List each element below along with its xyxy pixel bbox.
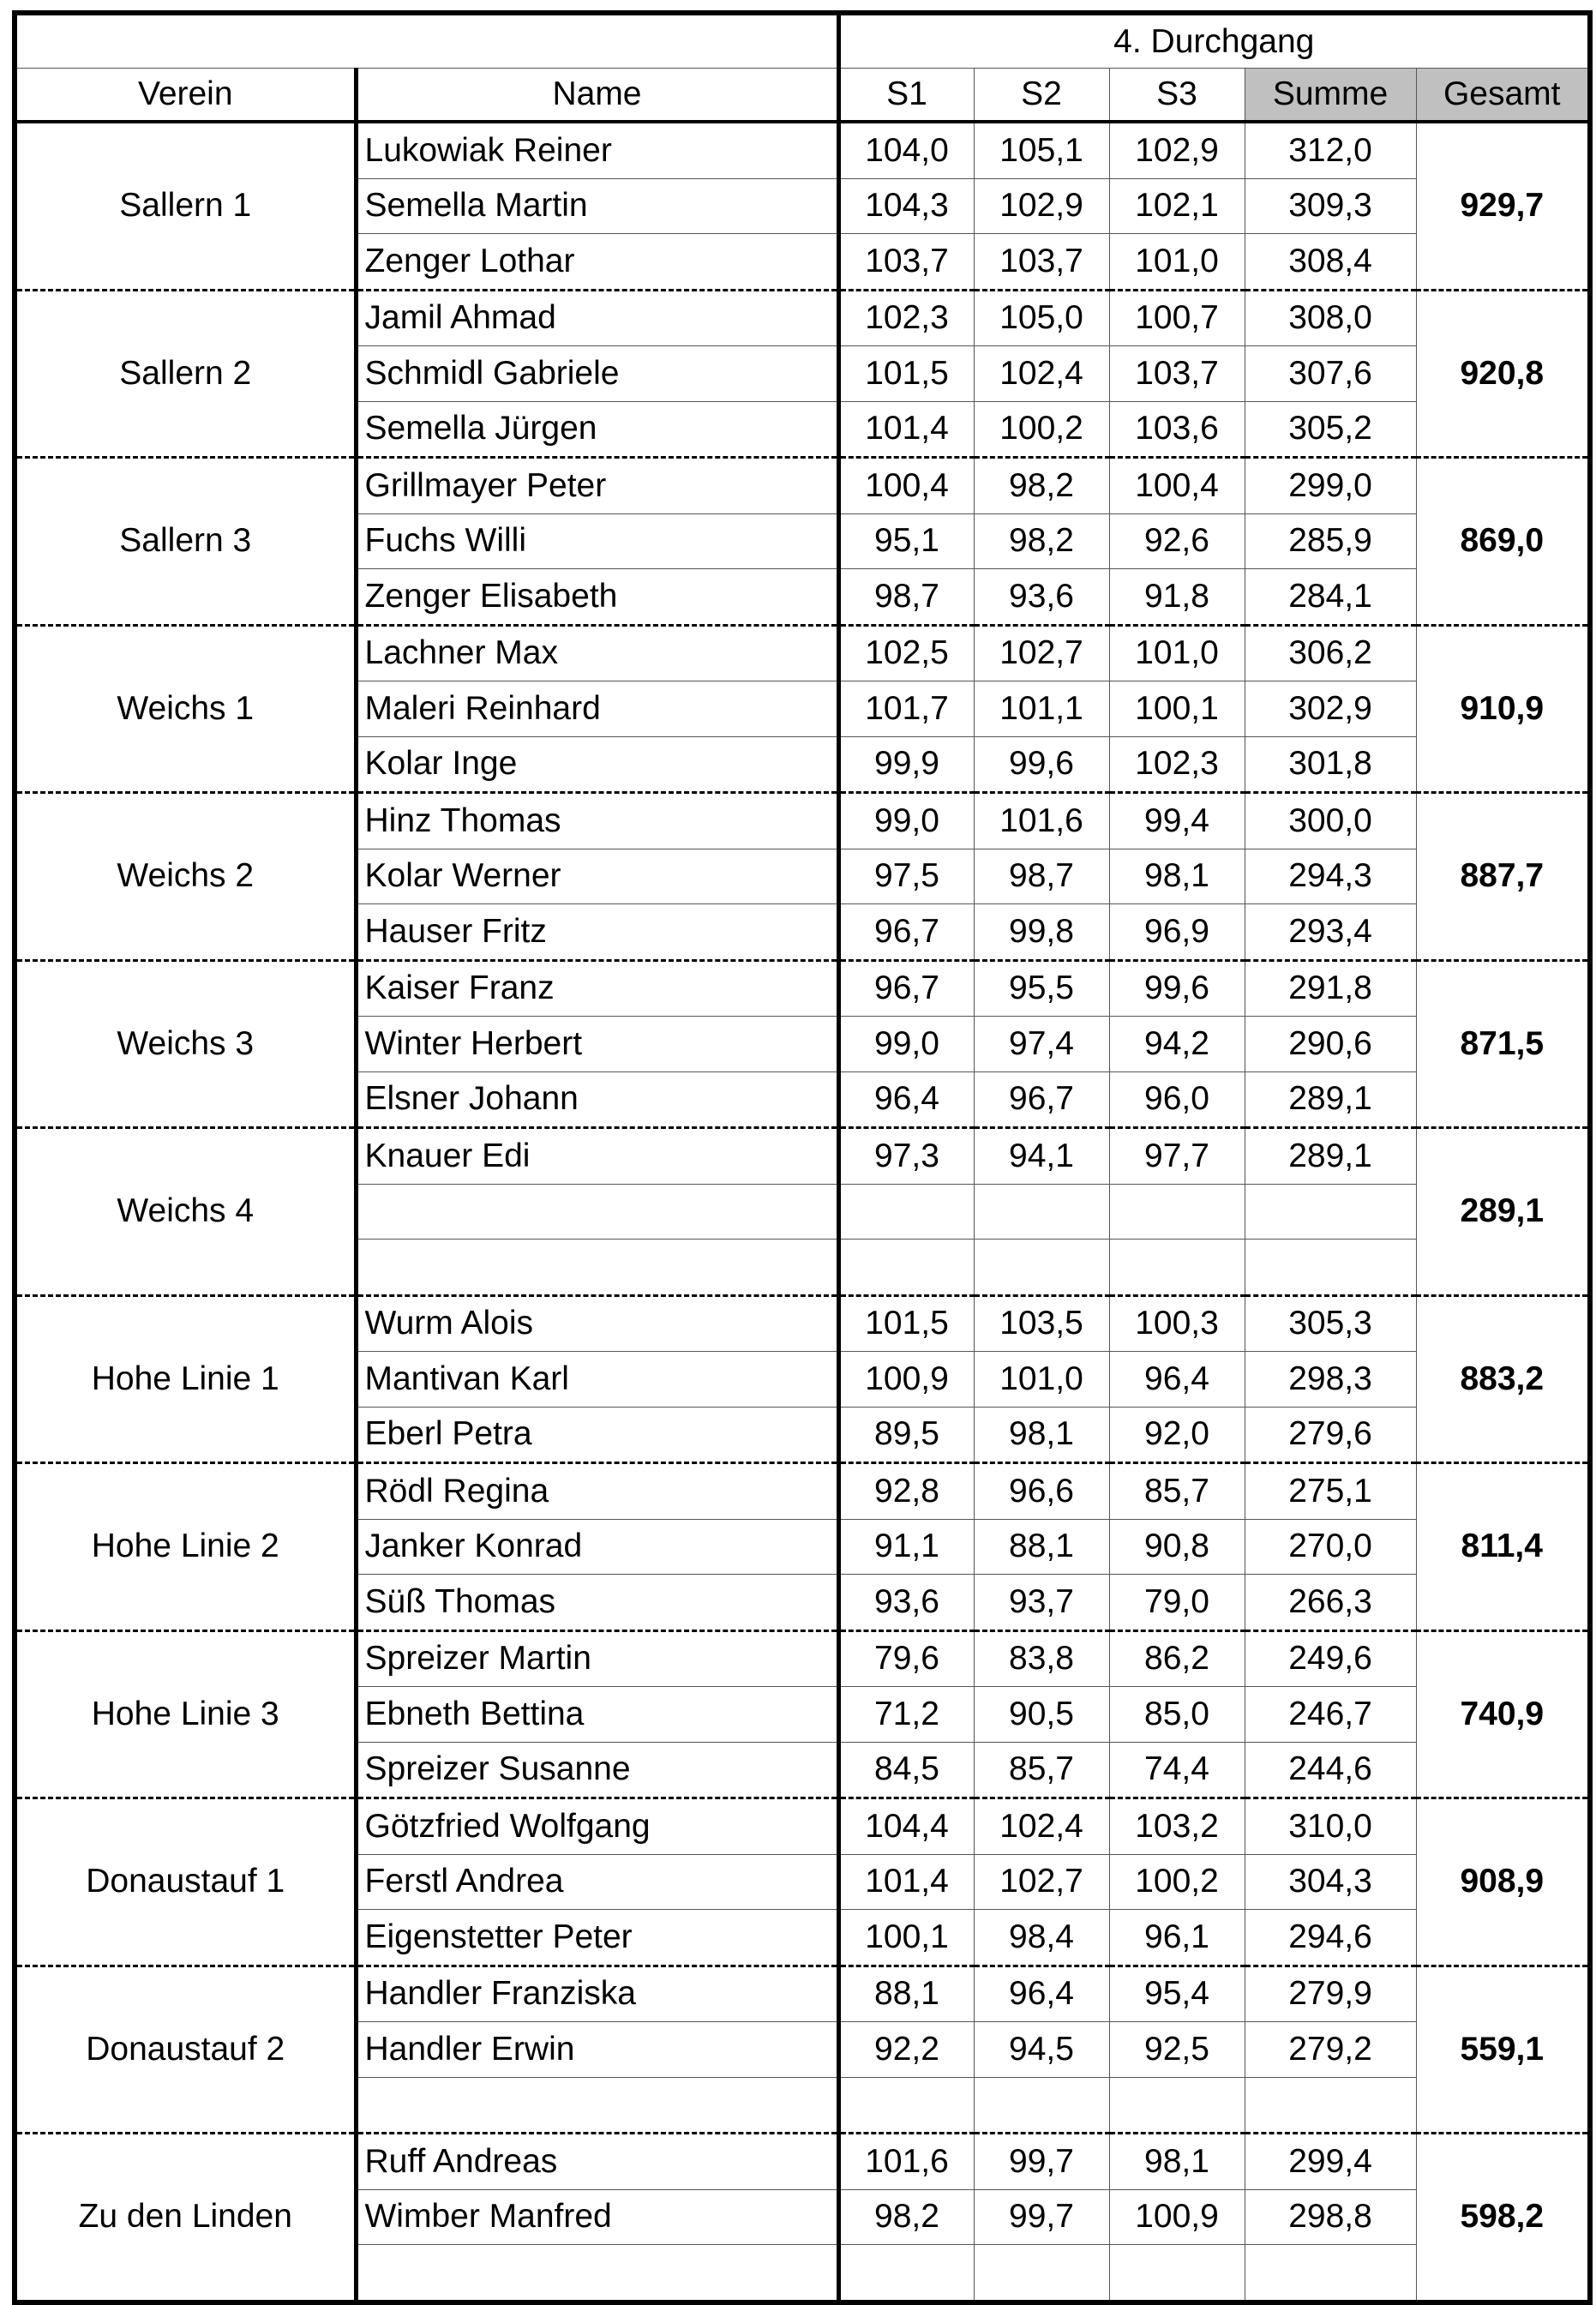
score-s2: 96,4 — [974, 1966, 1109, 2022]
score-s2: 95,5 — [974, 960, 1109, 1017]
score-s2: 97,4 — [974, 1017, 1109, 1072]
score-s2: 98,4 — [974, 1910, 1109, 1966]
score-s1: 96,4 — [838, 1071, 974, 1128]
score-s2: 102,7 — [974, 1854, 1109, 1910]
score-s2 — [974, 2077, 1109, 2134]
col-header-verein: Verein — [15, 69, 356, 123]
score-s3: 85,0 — [1109, 1687, 1245, 1743]
table-row — [15, 2134, 1590, 2190]
table-row — [15, 1128, 1590, 1185]
score-s2: 102,4 — [974, 346, 1109, 402]
shooter-name: Winter Herbert — [356, 1017, 838, 1072]
score-s3: 100,3 — [1109, 1295, 1245, 1352]
shooter-name: Semella Jürgen — [356, 401, 838, 458]
shooter-name: Hinz Thomas — [356, 793, 838, 849]
score-s2: 99,8 — [974, 904, 1109, 961]
shooter-name — [356, 2077, 838, 2134]
shooter-name: Schmidl Gabriele — [356, 346, 838, 402]
score-s2: 94,5 — [974, 2022, 1109, 2078]
score-s3: 97,7 — [1109, 1128, 1245, 1185]
score-s1: 97,5 — [838, 849, 974, 904]
shooter-name: Elsner Johann — [356, 1071, 838, 1128]
score-summe: 305,2 — [1245, 401, 1416, 458]
score-summe: 299,0 — [1245, 458, 1416, 514]
score-s2: 98,7 — [974, 849, 1109, 904]
score-s2: 101,1 — [974, 681, 1109, 737]
team-total: 598,2 — [1460, 2198, 1545, 2236]
shooter-name: Götzfried Wolfgang — [356, 1798, 838, 1855]
score-s2: 98,2 — [974, 458, 1109, 514]
table-row — [15, 1630, 1590, 1687]
table-row — [15, 793, 1590, 849]
score-s3: 99,6 — [1109, 960, 1245, 1017]
shooter-name: Kolar Inge — [356, 736, 838, 793]
team-total: 740,9 — [1416, 1630, 1590, 1798]
score-summe: 307,6 — [1245, 346, 1416, 402]
score-s2: 96,6 — [974, 1463, 1109, 1520]
team-name: Weichs 3 — [15, 960, 356, 1128]
score-summe: 305,3 — [1245, 1295, 1416, 1352]
score-s1: 92,2 — [838, 2022, 974, 2078]
score-s1 — [838, 1184, 974, 1240]
score-s1: 101,6 — [838, 2134, 974, 2190]
shooter-name: Mantivan Karl — [356, 1352, 838, 1408]
score-s2: 88,1 — [974, 1519, 1109, 1575]
score-summe: 301,8 — [1245, 736, 1416, 793]
score-summe: 298,8 — [1245, 2189, 1416, 2245]
team-name: Weichs 2 — [15, 793, 356, 961]
col-header-s3: S3 — [1109, 69, 1245, 123]
score-s1: 88,1 — [838, 1966, 974, 2022]
score-s2: 90,5 — [974, 1687, 1109, 1743]
score-s1: 101,5 — [838, 346, 974, 402]
score-s2: 105,1 — [974, 122, 1109, 178]
score-s1: 104,4 — [838, 1798, 974, 1855]
score-s3: 98,1 — [1109, 849, 1245, 904]
team-name: Hohe Linie 3 — [15, 1630, 356, 1798]
col-header-s1: S1 — [838, 69, 974, 123]
shooter-name: Ferstl Andrea — [356, 1854, 838, 1910]
score-s1: 101,7 — [838, 681, 974, 737]
score-summe: 293,4 — [1245, 904, 1416, 961]
table-row — [15, 960, 1590, 1017]
score-s3: 100,4 — [1109, 458, 1245, 514]
score-summe — [1245, 1240, 1416, 1296]
results-table — [12, 10, 1593, 2305]
team-total: 289,1 — [1416, 1128, 1590, 1296]
score-s1: 71,2 — [838, 1687, 974, 1743]
score-s1: 102,5 — [838, 625, 974, 681]
score-summe: 270,0 — [1245, 1519, 1416, 1575]
score-s1: 92,8 — [838, 1463, 974, 1520]
team-total: 871,5 — [1416, 960, 1590, 1128]
score-s3 — [1109, 2077, 1245, 2134]
shooter-name: Zenger Lothar — [356, 234, 838, 291]
score-s1: 97,3 — [838, 1128, 974, 1185]
score-summe: 312,0 — [1245, 122, 1416, 178]
team-name: Donaustauf 2 — [15, 1966, 356, 2134]
score-s2: 101,0 — [974, 1352, 1109, 1408]
team-total: 929,7 — [1416, 122, 1590, 290]
score-summe: 279,9 — [1245, 1966, 1416, 2022]
score-s3: 95,4 — [1109, 1966, 1245, 2022]
table-row — [15, 1295, 1590, 1352]
score-summe: 299,4 — [1245, 2134, 1416, 2190]
score-summe — [1245, 2077, 1416, 2134]
score-s1: 96,7 — [838, 904, 974, 961]
header-blank-cell — [15, 13, 838, 69]
shooter-name: Grillmayer Peter — [356, 458, 838, 514]
score-s1: 99,0 — [838, 793, 974, 849]
score-summe: 300,0 — [1245, 793, 1416, 849]
shooter-name: Janker Konrad — [356, 1519, 838, 1575]
score-s3: 101,0 — [1109, 625, 1245, 681]
score-s2: 101,6 — [974, 793, 1109, 849]
score-summe: 310,0 — [1245, 1798, 1416, 1855]
shooter-name: Hauser Fritz — [356, 904, 838, 961]
score-summe: 279,2 — [1245, 2022, 1416, 2078]
score-s1: 104,3 — [838, 178, 974, 234]
score-s1: 100,1 — [838, 1910, 974, 1966]
score-s1: 79,6 — [838, 1630, 974, 1687]
score-summe: 291,8 — [1245, 960, 1416, 1017]
score-s2: 103,5 — [974, 1295, 1109, 1352]
score-s1: 100,9 — [838, 1352, 974, 1408]
score-s1: 99,9 — [838, 736, 974, 793]
score-s2 — [974, 2245, 1109, 2302]
score-s1 — [838, 2245, 974, 2302]
score-summe: 246,7 — [1245, 1687, 1416, 1743]
team-total: 869,0 — [1416, 458, 1590, 626]
score-s3: 100,1 — [1109, 681, 1245, 737]
shooter-name: Kaiser Franz — [356, 960, 838, 1017]
team-total: 883,2 — [1416, 1295, 1590, 1463]
score-summe: 294,6 — [1245, 1910, 1416, 1966]
shooter-name: Semella Martin — [356, 178, 838, 234]
score-s2: 98,2 — [974, 513, 1109, 569]
shooter-name: Süß Thomas — [356, 1575, 838, 1631]
score-summe: 275,1 — [1245, 1463, 1416, 1520]
team-total: 559,1 — [1416, 1966, 1590, 2134]
score-s2: 103,7 — [974, 234, 1109, 291]
score-summe — [1245, 2245, 1416, 2302]
score-s3: 100,9 — [1109, 2189, 1245, 2245]
score-summe: 279,6 — [1245, 1407, 1416, 1463]
score-s3: 96,4 — [1109, 1352, 1245, 1408]
score-s3: 100,2 — [1109, 1854, 1245, 1910]
score-s3: 96,9 — [1109, 904, 1245, 961]
score-summe: 294,3 — [1245, 849, 1416, 904]
score-s1: 89,5 — [838, 1407, 974, 1463]
score-s3: 90,8 — [1109, 1519, 1245, 1575]
score-s1 — [838, 2077, 974, 2134]
score-summe: 304,3 — [1245, 1854, 1416, 1910]
team-name: Zu den Linden — [15, 2134, 356, 2302]
score-s1: 101,4 — [838, 1854, 974, 1910]
shooter-name: Fuchs Willi — [356, 513, 838, 569]
score-s1: 104,0 — [838, 122, 974, 178]
score-summe — [1245, 1184, 1416, 1240]
score-s2: 100,2 — [974, 401, 1109, 458]
score-s3: 85,7 — [1109, 1463, 1245, 1520]
team-name: Weichs 1 — [15, 625, 356, 793]
score-summe: 308,4 — [1245, 234, 1416, 291]
shooter-name: Handler Franziska — [356, 1966, 838, 2022]
shooter-name: Ebneth Bettina — [356, 1687, 838, 1743]
shooter-name: Kolar Werner — [356, 849, 838, 904]
shooter-name: Wurm Alois — [356, 1295, 838, 1352]
col-header-s2: S2 — [974, 69, 1109, 123]
shooter-name: Lachner Max — [356, 625, 838, 681]
score-summe: 309,3 — [1245, 178, 1416, 234]
col-header-name: Name — [356, 69, 838, 123]
team-total: 908,9 — [1416, 1798, 1590, 1966]
shooter-name: Eberl Petra — [356, 1407, 838, 1463]
score-s2: 96,7 — [974, 1071, 1109, 1128]
score-s3: 96,1 — [1109, 1910, 1245, 1966]
table-row — [15, 458, 1590, 514]
score-s2: 99,6 — [974, 736, 1109, 793]
score-s3: 103,6 — [1109, 401, 1245, 458]
shooter-name — [356, 1184, 838, 1240]
score-s1: 101,5 — [838, 1295, 974, 1352]
shooter-name — [356, 2245, 838, 2302]
score-s1: 102,3 — [838, 290, 974, 346]
shooter-name: Zenger Elisabeth — [356, 569, 838, 626]
score-s3 — [1109, 1184, 1245, 1240]
score-s2: 99,7 — [974, 2134, 1109, 2190]
score-summe: 244,6 — [1245, 1742, 1416, 1798]
col-header-summe: Summe — [1245, 69, 1416, 123]
score-s2: 94,1 — [974, 1128, 1109, 1185]
score-s2: 85,7 — [974, 1742, 1109, 1798]
score-s1: 84,5 — [838, 1742, 974, 1798]
score-s1: 101,4 — [838, 401, 974, 458]
score-s3: 94,2 — [1109, 1017, 1245, 1072]
team-name: Sallern 3 — [15, 458, 356, 626]
score-s2: 102,7 — [974, 625, 1109, 681]
team-name: Hohe Linie 1 — [15, 1295, 356, 1463]
score-summe: 308,0 — [1245, 290, 1416, 346]
score-s2: 102,4 — [974, 1798, 1109, 1855]
score-s2: 102,9 — [974, 178, 1109, 234]
team-name: Sallern 1 — [15, 122, 356, 290]
score-s1: 100,4 — [838, 458, 974, 514]
team-name: Weichs 4 — [15, 1128, 356, 1296]
score-s3: 101,0 — [1109, 234, 1245, 291]
results-body — [15, 122, 1590, 2302]
score-summe: 266,3 — [1245, 1575, 1416, 1631]
score-s3: 102,9 — [1109, 122, 1245, 178]
score-s3: 99,4 — [1109, 793, 1245, 849]
score-s3: 102,1 — [1109, 178, 1245, 234]
table-row — [15, 1463, 1590, 1520]
score-s1: 98,2 — [838, 2189, 974, 2245]
score-s2: 93,6 — [974, 569, 1109, 626]
score-s2: 98,1 — [974, 1407, 1109, 1463]
score-summe: 289,1 — [1245, 1071, 1416, 1128]
score-s2: 83,8 — [974, 1630, 1109, 1687]
table-row — [15, 1966, 1590, 2022]
score-s1 — [838, 1240, 974, 1296]
score-s3: 92,5 — [1109, 2022, 1245, 2078]
score-s3: 92,0 — [1109, 1407, 1245, 1463]
score-s3: 91,8 — [1109, 569, 1245, 626]
shooter-name: Lukowiak Reiner — [356, 122, 838, 178]
team-total: 887,7 — [1416, 793, 1590, 961]
score-s1: 99,0 — [838, 1017, 974, 1072]
score-summe: 298,3 — [1245, 1352, 1416, 1408]
score-s3: 86,2 — [1109, 1630, 1245, 1687]
score-s1: 103,7 — [838, 234, 974, 291]
score-s3: 102,3 — [1109, 736, 1245, 793]
team-name: Hohe Linie 2 — [15, 1463, 356, 1631]
score-s2: 99,7 — [974, 2189, 1109, 2245]
shooter-name: Knauer Edi — [356, 1128, 838, 1185]
score-s2 — [974, 1240, 1109, 1296]
score-summe: 289,1 — [1245, 1128, 1416, 1185]
score-s3: 96,0 — [1109, 1071, 1245, 1128]
score-s3 — [1109, 1240, 1245, 1296]
score-summe: 249,6 — [1245, 1630, 1416, 1687]
shooter-name: Handler Erwin — [356, 2022, 838, 2078]
shooter-name: Maleri Reinhard — [356, 681, 838, 737]
score-s1: 93,6 — [838, 1575, 974, 1631]
team-name: Donaustauf 1 — [15, 1798, 356, 1966]
score-summe: 285,9 — [1245, 513, 1416, 569]
score-s3: 92,6 — [1109, 513, 1245, 569]
shooter-name: Ruff Andreas — [356, 2134, 838, 2190]
score-s3: 74,4 — [1109, 1742, 1245, 1798]
score-s2: 93,7 — [974, 1575, 1109, 1631]
team-total: 811,4 — [1416, 1463, 1590, 1631]
durchgang-header: 4. Durchgang — [838, 13, 1590, 69]
shooter-name: Rödl Regina — [356, 1463, 838, 1520]
shooter-name: Eigenstetter Peter — [356, 1910, 838, 1966]
score-s1: 98,7 — [838, 569, 974, 626]
score-s1: 96,7 — [838, 960, 974, 1017]
score-summe: 284,1 — [1245, 569, 1416, 626]
team-name: Sallern 2 — [15, 290, 356, 458]
team-total: 920,8 — [1416, 290, 1590, 458]
score-s3: 100,7 — [1109, 290, 1245, 346]
score-s3 — [1109, 2245, 1245, 2302]
score-summe: 302,9 — [1245, 681, 1416, 737]
score-summe: 306,2 — [1245, 625, 1416, 681]
score-s2: 105,0 — [974, 290, 1109, 346]
table-row — [15, 1798, 1590, 1855]
score-s3: 79,0 — [1109, 1575, 1245, 1631]
score-summe: 290,6 — [1245, 1017, 1416, 1072]
score-s1: 91,1 — [838, 1519, 974, 1575]
score-s3: 103,7 — [1109, 346, 1245, 402]
team-total: 910,9 — [1416, 625, 1590, 793]
table-row — [15, 290, 1590, 346]
table-row — [15, 625, 1590, 681]
shooter-name — [356, 1240, 838, 1296]
score-s3: 98,1 — [1109, 2134, 1245, 2190]
shooter-name: Jamil Ahmad — [356, 290, 838, 346]
shooter-name: Spreizer Martin — [356, 1630, 838, 1687]
score-s1: 95,1 — [838, 513, 974, 569]
score-s3: 103,2 — [1109, 1798, 1245, 1855]
shooter-name: Wimber Manfred — [356, 2189, 838, 2245]
shooter-name: Spreizer Susanne — [356, 1742, 838, 1798]
col-header-gesamt: Gesamt — [1416, 69, 1590, 123]
score-s2 — [974, 1184, 1109, 1240]
table-row — [15, 122, 1590, 178]
